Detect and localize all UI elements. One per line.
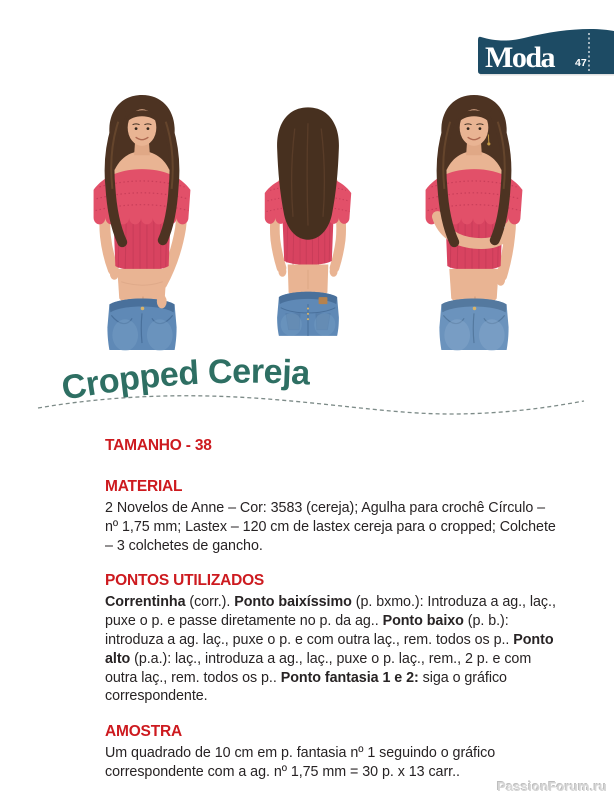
magazine-logo: Moda [485, 41, 554, 74]
photo-front-view [58, 86, 226, 352]
watermark: PassionForum.ru [497, 779, 607, 794]
wavy-dashed-divider [0, 388, 614, 426]
section-gauge [105, 723, 560, 782]
material-text: 2 Novelos de Anne – Cor: 3583 (cereja); Agulha para crochê Círculo – nº 1,75 mm; Lastex – 120 cm de lastex cereja para o cropped; Colchete – 3 colchetes de gancho. [105, 500, 556, 554]
banner-shadow [480, 74, 614, 76]
section-material [105, 478, 560, 555]
pattern-instructions [105, 437, 560, 799]
model-photos-row [58, 86, 558, 352]
material-heading: MATERIAL [105, 478, 183, 495]
page-title-text: Cropped Cereja [58, 352, 311, 408]
section-stitches [105, 572, 560, 706]
size-heading: TAMANHO - 38 [105, 437, 212, 454]
section-size [105, 437, 560, 455]
page-number: 47 [575, 57, 587, 69]
gauge-heading: AMOSTRA [105, 723, 182, 741]
magazine-banner [478, 28, 614, 80]
photo-three-quarter-view [390, 86, 558, 352]
gauge-text: Um quadrado de 10 cm em p. fantasia nº 1 seguindo o gráfico correspondente com a ag. nº 1,75 mm = 30 p. x 13 carr.. [105, 745, 496, 780]
stitches-text: Correntinha (corr.). Ponto baixíssimo (p. bxmo.): Introduza a ag., laç., puxe o p. e passe diretamente no p. da ag.. Ponto baixo (p. b.): introduza a ag. laç., puxe o p. e com outra laç., rem. todos os p.. Ponto alto (p.a.): laç., introduza a ag., laç., puxe o p. laç., rem., 2 p. e com outra laç., rem. todos os p.. Ponto fantasia 1 e 2: siga o gráfico correspondente. [105, 594, 556, 705]
photo-back-view [233, 86, 383, 352]
stitches-heading: PONTOS UTILIZADOS [105, 572, 265, 590]
